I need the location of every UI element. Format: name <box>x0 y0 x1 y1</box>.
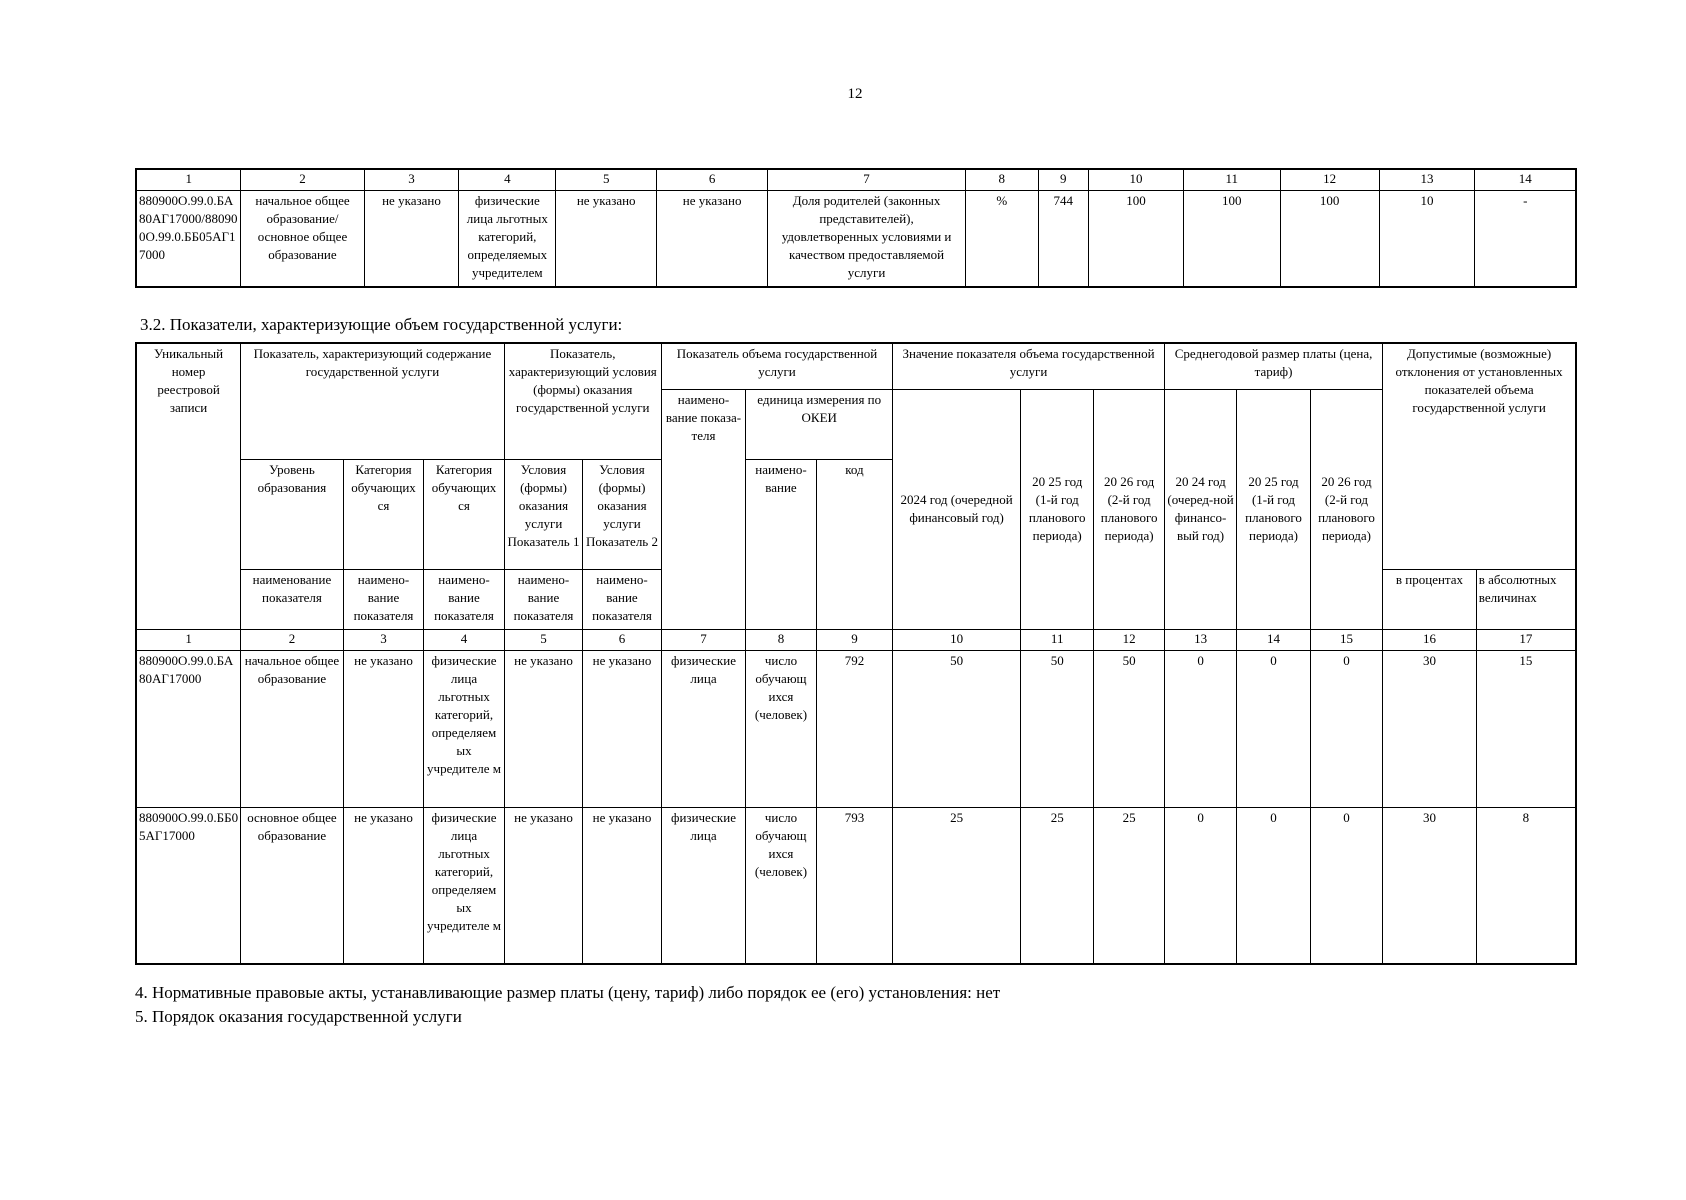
volume-indicators-table <box>135 342 1577 965</box>
col-number: 6 <box>583 629 662 650</box>
header-unique-number: Уникальный номер реестровой записи <box>136 343 241 629</box>
table-cell: не указано <box>556 191 657 287</box>
col-number: 10 <box>1089 169 1184 191</box>
table-cell: число обучающ ихся (человек) <box>746 807 816 964</box>
header-conditions-indicator: Показатель, характеризующий условия (формы) оказания государственной услуги <box>504 343 661 459</box>
header-condition-2: Условия (формы) оказания услуги Показатель 2 <box>583 459 662 569</box>
column-number-row <box>136 169 1576 191</box>
registry-code: 880900О.99.0.БА80АГ17000 <box>136 650 241 807</box>
table-cell: 0 <box>1164 807 1236 964</box>
table-cell: 0 <box>1164 650 1236 807</box>
footer-normative-acts: 4. Нормативные правовые акты, устанавливающие размер платы (цену, тариф) либо порядок ее (его) установления: нет <box>135 983 1001 1002</box>
table-cell: физические лица льготных категорий, определяем ых учредителе м <box>424 650 505 807</box>
col-number: 6 <box>657 169 768 191</box>
table-cell: 8 <box>1476 807 1576 964</box>
header-value-2024: 2024 год (очередной финансовый год) <box>893 389 1021 629</box>
table-cell: 25 <box>893 807 1021 964</box>
header-indicator-name: наимено-вание показателя <box>424 569 505 629</box>
table-cell: 25 <box>1020 807 1093 964</box>
col-number: 14 <box>1237 629 1310 650</box>
table-cell: 10 <box>1379 191 1475 287</box>
header-student-category: Категория обучающих ся <box>343 459 423 569</box>
table-cell: не указано <box>657 191 768 287</box>
table-cell: 50 <box>1094 650 1164 807</box>
table-cell: 792 <box>816 650 893 807</box>
page-number: 12 <box>847 86 863 102</box>
header-indicator-name: наимено-вание показателя <box>504 569 582 629</box>
education-level: начальное общее образование <box>241 650 344 807</box>
table-cell: 30 <box>1383 807 1477 964</box>
table-cell: 100 <box>1183 191 1280 287</box>
header-student-category: Категория обучающих ся <box>424 459 505 569</box>
table-row <box>136 191 1576 287</box>
col-number: 11 <box>1183 169 1280 191</box>
header-unit-code: код <box>816 459 893 629</box>
header-volume-value: Значение показателя объема государственной услуги <box>893 343 1165 389</box>
col-number: 11 <box>1020 629 1093 650</box>
table-cell: 30 <box>1383 650 1477 807</box>
table-row <box>136 807 1576 964</box>
col-number: 8 <box>965 169 1038 191</box>
table-cell: - <box>1475 191 1576 287</box>
header-unit-name: наимено-вание <box>746 459 816 629</box>
col-number: 2 <box>241 169 364 191</box>
okei-code: 744 <box>1038 191 1088 287</box>
col-number: 13 <box>1164 629 1236 650</box>
table-cell: не указано <box>504 650 582 807</box>
col-number: 1 <box>136 629 241 650</box>
col-number: 8 <box>746 629 816 650</box>
header-percent: в процентах <box>1383 569 1477 629</box>
table-cell: 0 <box>1310 807 1382 964</box>
header-deviation: Допустимые (возможные) отклонения от установленных показателей объема государственной услуги <box>1383 343 1576 569</box>
table-cell: 100 <box>1280 191 1379 287</box>
header-volume-name: наимено-вание показа-теля <box>661 389 746 629</box>
header-fee-2026: 20 26 год (2-й год планового периода) <box>1310 389 1382 629</box>
table-cell: 0 <box>1310 650 1382 807</box>
header-value-2026: 20 26 год (2-й год планового периода) <box>1094 389 1164 629</box>
col-number: 12 <box>1094 629 1164 650</box>
col-number: 9 <box>1038 169 1088 191</box>
col-number: 2 <box>241 629 344 650</box>
header-indicator-name: наимено-вание показателя <box>583 569 662 629</box>
col-number: 15 <box>1310 629 1382 650</box>
registry-code: 880900О.99.0.БА80АГ17000/880900О.99.0.ББ05АГ17000 <box>136 191 241 287</box>
table-cell: 0 <box>1237 807 1310 964</box>
col-number: 17 <box>1476 629 1576 650</box>
col-number: 1 <box>136 169 241 191</box>
header-education-level: Уровень образования <box>241 459 344 569</box>
table-cell: 0 <box>1237 650 1310 807</box>
table-cell: не указано <box>583 807 662 964</box>
header-volume-indicator: Показатель объема государственной услуги <box>661 343 892 389</box>
quality-indicators-table <box>135 168 1577 288</box>
col-number: 12 <box>1280 169 1379 191</box>
col-number: 13 <box>1379 169 1475 191</box>
col-number: 3 <box>364 169 459 191</box>
education-level: основное общее образование <box>241 807 344 964</box>
table-cell: 100 <box>1089 191 1184 287</box>
table-cell: физические лица <box>661 807 746 964</box>
table-cell: не указано <box>504 807 582 964</box>
table-cell: 25 <box>1094 807 1164 964</box>
table-cell: не указано <box>583 650 662 807</box>
col-number: 14 <box>1475 169 1576 191</box>
col-number: 4 <box>459 169 556 191</box>
table-cell: 50 <box>893 650 1021 807</box>
table-cell: не указано <box>364 191 459 287</box>
col-number: 3 <box>343 629 423 650</box>
table-cell: 50 <box>1020 650 1093 807</box>
table-cell: физические лица льготных категорий, определяем ых учредителе м <box>424 807 505 964</box>
col-number: 5 <box>504 629 582 650</box>
col-number: 7 <box>661 629 746 650</box>
table-cell: физические лица льготных категорий, определяемых учредителем <box>459 191 556 287</box>
header-average-fee: Среднегодовой размер платы (цена, тариф) <box>1164 343 1382 389</box>
col-number: 5 <box>556 169 657 191</box>
header-indicator-name: наимено-вание показателя <box>343 569 423 629</box>
header-value-2025: 20 25 год (1-й год планового периода) <box>1020 389 1093 629</box>
footer-service-procedure: 5. Порядок оказания государственной услуги <box>135 1007 462 1026</box>
header-unit-okei: единица измерения по ОКЕИ <box>746 389 893 459</box>
header-fee-2025: 20 25 год (1-й год планового периода) <box>1237 389 1310 629</box>
education-level: начальное общее образование/ основное общее образование <box>241 191 364 287</box>
indicator-name: Доля родителей (законных представителей), удовлетворенных условиями и качеством предоставляемой услуги <box>768 191 966 287</box>
col-number: 4 <box>424 629 505 650</box>
col-number: 16 <box>1383 629 1477 650</box>
header-fee-2024: 20 24 год (очеред-ной финансо-вый год) <box>1164 389 1236 629</box>
header-absolute: в абсолютных величинах <box>1476 569 1576 629</box>
table-cell: физические лица <box>661 650 746 807</box>
registry-code: 880900О.99.0.ББ05АГ17000 <box>136 807 241 964</box>
section-heading: 3.2. Показатели, характеризующие объем государственной услуги: <box>140 315 623 334</box>
table-cell: число обучающ ихся (человек) <box>746 650 816 807</box>
col-number: 9 <box>816 629 893 650</box>
col-number: 7 <box>768 169 966 191</box>
table-cell: 15 <box>1476 650 1576 807</box>
header-content-indicator: Показатель, характеризующий содержание государственной услуги <box>241 343 505 459</box>
table-cell: не указано <box>343 650 423 807</box>
table-row <box>136 650 1576 807</box>
table-cell: 793 <box>816 807 893 964</box>
header-condition-1: Условия (формы) оказания услуги Показатель 1 <box>504 459 582 569</box>
header-indicator-name: наименование показателя <box>241 569 344 629</box>
table-cell: не указано <box>343 807 423 964</box>
unit: % <box>965 191 1038 287</box>
column-number-row <box>136 629 1576 650</box>
header-row <box>136 343 1576 389</box>
col-number: 10 <box>893 629 1021 650</box>
